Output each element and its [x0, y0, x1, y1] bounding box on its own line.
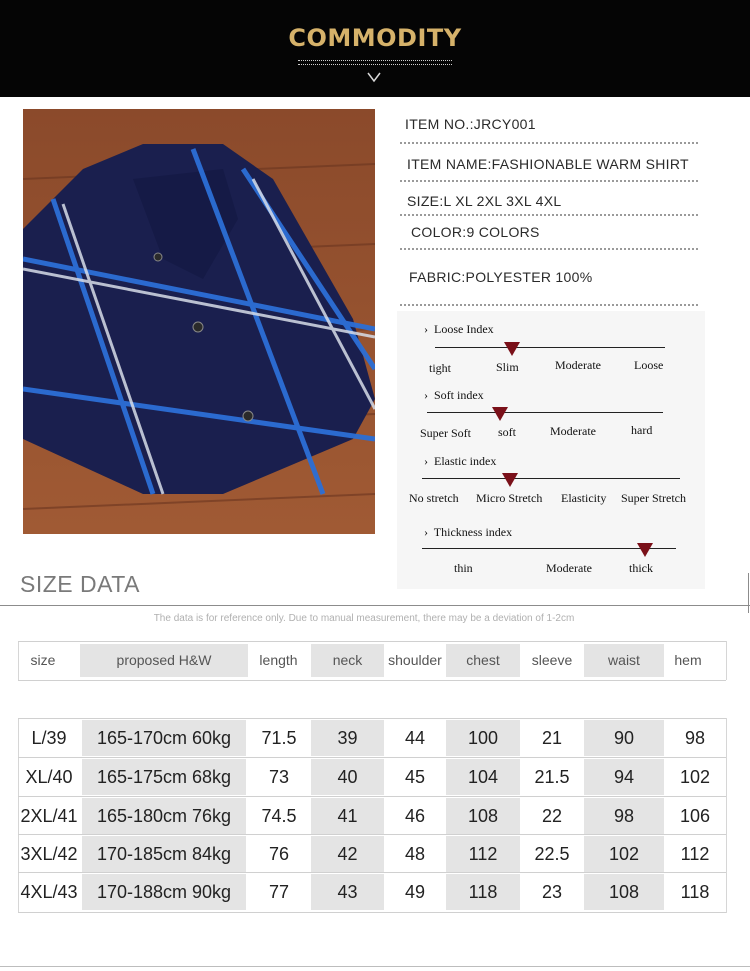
cell-neck: 42 [311, 836, 384, 872]
cell-sleeve: 23 [541, 882, 563, 902]
cell-waist: 90 [584, 720, 664, 756]
cell-shoulder: 46 [404, 806, 426, 826]
cell-length: 71.5 [261, 728, 297, 748]
cell-waist: 108 [584, 874, 664, 910]
cell-size: L/39 [31, 728, 67, 748]
column-header-waist: waist [584, 644, 664, 677]
cell-waist: 94 [584, 759, 664, 795]
index-panel [397, 311, 705, 589]
grid-line [18, 912, 726, 913]
index-label: Super Soft [420, 426, 471, 440]
grid-line [18, 718, 726, 719]
grid-line [18, 872, 726, 873]
cell-sleeve: 21.5 [534, 767, 570, 787]
cell-length: 76 [268, 844, 290, 864]
index-label: Elasticity [561, 491, 607, 505]
cell-hem: 106 [679, 806, 711, 826]
grid-line [18, 757, 726, 758]
index-marker-elastic [502, 473, 518, 487]
column-header-chest: chest [446, 644, 520, 677]
grid-line [18, 680, 726, 681]
spec-divider [400, 304, 698, 306]
cell-hw: 170-188cm 90kg [82, 874, 246, 910]
size-data-title: SIZE DATA [20, 571, 140, 597]
grid-line [18, 641, 726, 642]
cell-chest: 100 [446, 720, 520, 756]
spec-divider [400, 248, 698, 250]
index-marker-loose [504, 342, 520, 356]
cell-neck: 40 [311, 759, 384, 795]
cell-chest: 104 [446, 759, 520, 795]
cell-sleeve: 22 [541, 806, 563, 826]
index-label: tight [429, 361, 452, 375]
measurement-note: The data is for reference only. Due to manual measurement, there may be a deviation of 1-2cm [153, 613, 575, 624]
spec-item-no: ITEM NO.:JRCY001 [405, 116, 536, 132]
cell-hem: 118 [680, 882, 710, 902]
cell-hem: 102 [679, 767, 711, 787]
grid-line [726, 641, 727, 680]
column-header-hem: hem [674, 652, 702, 668]
index-scale-elastic [422, 478, 680, 479]
index-title-soft: › Soft index [424, 388, 484, 402]
banner-divider [298, 60, 452, 61]
cell-hw: 170-185cm 84kg [82, 836, 246, 872]
cell-shoulder: 48 [404, 844, 426, 864]
index-label: Moderate [555, 358, 601, 372]
cell-length: 74.5 [261, 806, 297, 826]
cell-size: XL/40 [25, 767, 73, 787]
section-divider [748, 573, 749, 613]
cell-length: 77 [268, 882, 290, 902]
column-header-neck: neck [311, 644, 384, 677]
spec-divider [400, 142, 698, 144]
grid-line [18, 641, 19, 680]
index-label: No stretch [409, 491, 459, 505]
index-title-elastic: › Elastic index [424, 454, 497, 468]
index-marker-thickness [637, 543, 653, 557]
cell-size: 4XL/43 [20, 882, 78, 902]
index-label: Micro Stretch [476, 491, 543, 505]
index-scale-soft [427, 412, 663, 413]
column-header-hw: proposed H&W [80, 644, 248, 677]
cell-chest: 108 [446, 798, 520, 834]
cell-length: 73 [268, 767, 290, 787]
index-label: thin [454, 561, 473, 575]
cell-sleeve: 22.5 [534, 844, 570, 864]
cell-hem: 98 [684, 728, 706, 748]
cell-hw: 165-180cm 76kg [82, 798, 246, 834]
column-header-shoulder: shoulder [388, 652, 442, 668]
grid-line [18, 834, 726, 835]
index-label: Loose [634, 358, 664, 372]
index-scale-loose [435, 347, 665, 348]
spec-divider [400, 180, 698, 182]
cell-sleeve: 21 [541, 728, 563, 748]
cell-neck: 41 [311, 798, 384, 834]
cell-waist: 98 [584, 798, 664, 834]
cell-neck: 39 [311, 720, 384, 756]
banner-divider [298, 64, 452, 65]
index-label: thick [629, 561, 653, 575]
index-label: hard [631, 423, 653, 437]
index-label: Super Stretch [621, 491, 686, 505]
grid-line [18, 796, 726, 797]
cell-shoulder: 44 [404, 728, 426, 748]
spec-divider [400, 214, 698, 216]
column-header-sleeve: sleeve [531, 652, 573, 668]
cell-waist: 102 [584, 836, 664, 872]
product-photo [23, 109, 375, 534]
spec-fabric: FABRIC:POLYESTER 100% [409, 269, 593, 285]
chevron-down-icon [366, 70, 382, 84]
page-divider [0, 966, 750, 967]
cell-hw: 165-175cm 68kg [82, 759, 246, 795]
commodity-banner [0, 0, 750, 97]
cell-shoulder: 49 [404, 882, 426, 902]
cell-hw: 165-170cm 60kg [82, 720, 246, 756]
index-title-loose: › Loose Index [424, 322, 494, 336]
section-divider [0, 605, 750, 606]
index-marker-soft [492, 407, 508, 421]
spec-size: SIZE:L XL 2XL 3XL 4XL [407, 193, 562, 209]
cell-size: 2XL/41 [20, 806, 78, 826]
index-label: Moderate [546, 561, 592, 575]
cell-hem: 112 [680, 844, 710, 864]
cell-size: 3XL/42 [20, 844, 78, 864]
banner-title: COMMODITY [288, 24, 462, 52]
cell-neck: 43 [311, 874, 384, 910]
index-label: Moderate [550, 424, 596, 438]
cell-chest: 112 [446, 836, 520, 872]
grid-line [726, 718, 727, 913]
cell-chest: 118 [446, 874, 520, 910]
index-label: soft [498, 425, 516, 439]
column-header-length: length [259, 652, 298, 668]
index-title-thickness: › Thickness index [424, 525, 513, 539]
spec-color: COLOR:9 COLORS [411, 224, 540, 240]
spec-item-name: ITEM NAME:FASHIONABLE WARM SHIRT [407, 156, 689, 172]
cell-shoulder: 45 [404, 767, 426, 787]
index-label: Slim [496, 360, 519, 374]
column-header-size: size [30, 652, 56, 668]
